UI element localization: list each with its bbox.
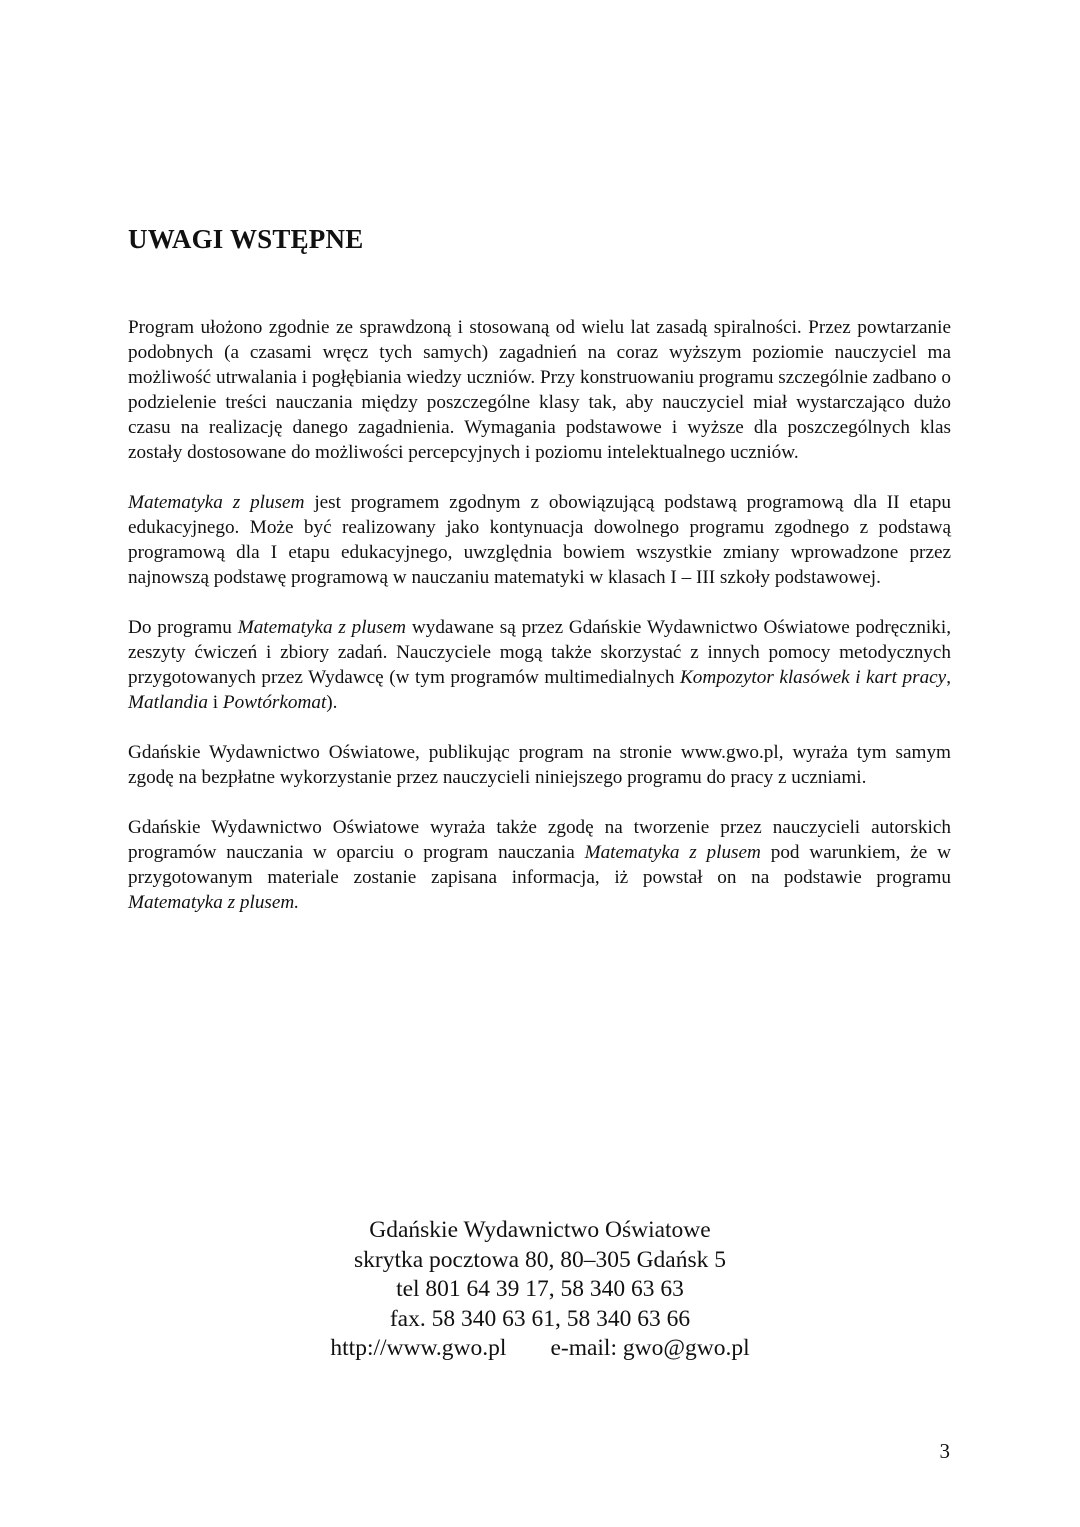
paragraph-text: Do programu <box>128 617 238 638</box>
paragraph-curriculum-basis <box>128 490 951 590</box>
paragraph-derived-programs <box>128 815 951 915</box>
software-title-matlandia: Matlandia <box>128 692 208 713</box>
postal-address: skrytka pocztowa 80, 80–305 Gdańsk 5 <box>353 1246 727 1273</box>
paragraph-text: jest programem zgodnym z obowiązującą podstawą programową dla II etapu edukacyjnego. Może być realizowany jako kontynuacja dowolnego programu zgodnego z podstawą programową dla I etapu edukacyjnego, uwzględnia bowiem wszystkie zmiany wprowadzone przez najnowszą podstawę programową w nauczaniu matematyki w klasach I – III szkoły podstawowej. <box>128 492 951 588</box>
web-contact-row <box>0 1334 1080 1364</box>
paragraph-free-use <box>128 740 951 790</box>
fax-numbers: fax. 58 340 63 61, 58 340 63 66 <box>389 1305 691 1332</box>
publisher-contact-block <box>0 1216 1080 1364</box>
document-body <box>128 315 951 940</box>
page-number: 3 <box>939 1439 950 1463</box>
phone-numbers: tel 801 64 39 17, 58 340 63 63 <box>396 1276 684 1302</box>
program-title-italic: Matematyka z plusem. <box>128 892 300 913</box>
program-title-italic: Matematyka z plusem <box>237 617 407 638</box>
paragraph-text: wydawane są przez Gdańskie Wydawnictwo Oświatowe podręczniki, zeszyty ćwiczeń i zbiory zadań. Nauczyciele mogą także skorzystać z innych pomocy metodycznych przygotowanych przez Wydawcę (w tym programów multimedialnych <box>128 617 951 688</box>
paragraph-text: Program ułożono zgodnie ze sprawdzoną i stosowaną od wielu lat zasadą spiralności. Przez powtarzanie podobnych (a czasami wręcz tych samych) zagadnień na coraz wyższym poziomie nauczyciel ma możliwość utrwalania i pogłębiania wiedzy uczniów. Przy konstruowaniu programu szczególnie zadbano o podzielenie treści nauczania między poszczególne klasy tak, aby nauczyciel miał wystarczająco dużo czasu na realizację danego zagadnienia. Wymagania podstawowe i wyższe dla poszczególnych klas zostały dostosowane do możliwości percepcyjnych i poziomu intelektualnego uczniów. <box>128 317 951 463</box>
software-title-powtorkomat: Powtórkomat <box>222 692 327 713</box>
paragraph-text: Gdańskie Wydawnictwo Oświatowe wyraża także zgodę na tworzenie przez nauczycieli autorskich programów nauczania w oparciu o program nauczania <box>128 817 951 863</box>
paragraph-spiral-principle <box>128 315 951 465</box>
paragraph-text: Gdańskie Wydawnictwo Oświatowe, publikując program na stronie www.gwo.pl, wyraża tym samym zgodę na bezpłatne wykorzystanie przez nauczycieli niniejszego programu do pracy z uczniami. <box>128 742 951 788</box>
paragraph-text: pod warunkiem, że w przygotowanym materiale zostanie zapisana informacja, iż powstał on na podstawie programu <box>128 842 951 888</box>
paragraph-text: , <box>946 667 951 688</box>
paragraph-text: ). <box>326 692 338 713</box>
software-title-kompozytor: Kompozytor klasówek i kart pracy <box>679 667 947 688</box>
program-title-italic: Matematyka z plusem <box>584 842 761 863</box>
page-title: UWAGI WSTĘPNE <box>128 224 364 254</box>
website-link[interactable]: http://www.gwo.pl <box>330 1335 507 1361</box>
email-address[interactable]: e-mail: gwo@gwo.pl <box>550 1335 750 1361</box>
program-title-italic: Matematyka z plusem <box>128 492 305 513</box>
publisher-name: Gdańskie Wydawnictwo Oświatowe <box>369 1217 711 1243</box>
paragraph-publications <box>128 615 951 715</box>
paragraph-text: i <box>207 692 223 713</box>
